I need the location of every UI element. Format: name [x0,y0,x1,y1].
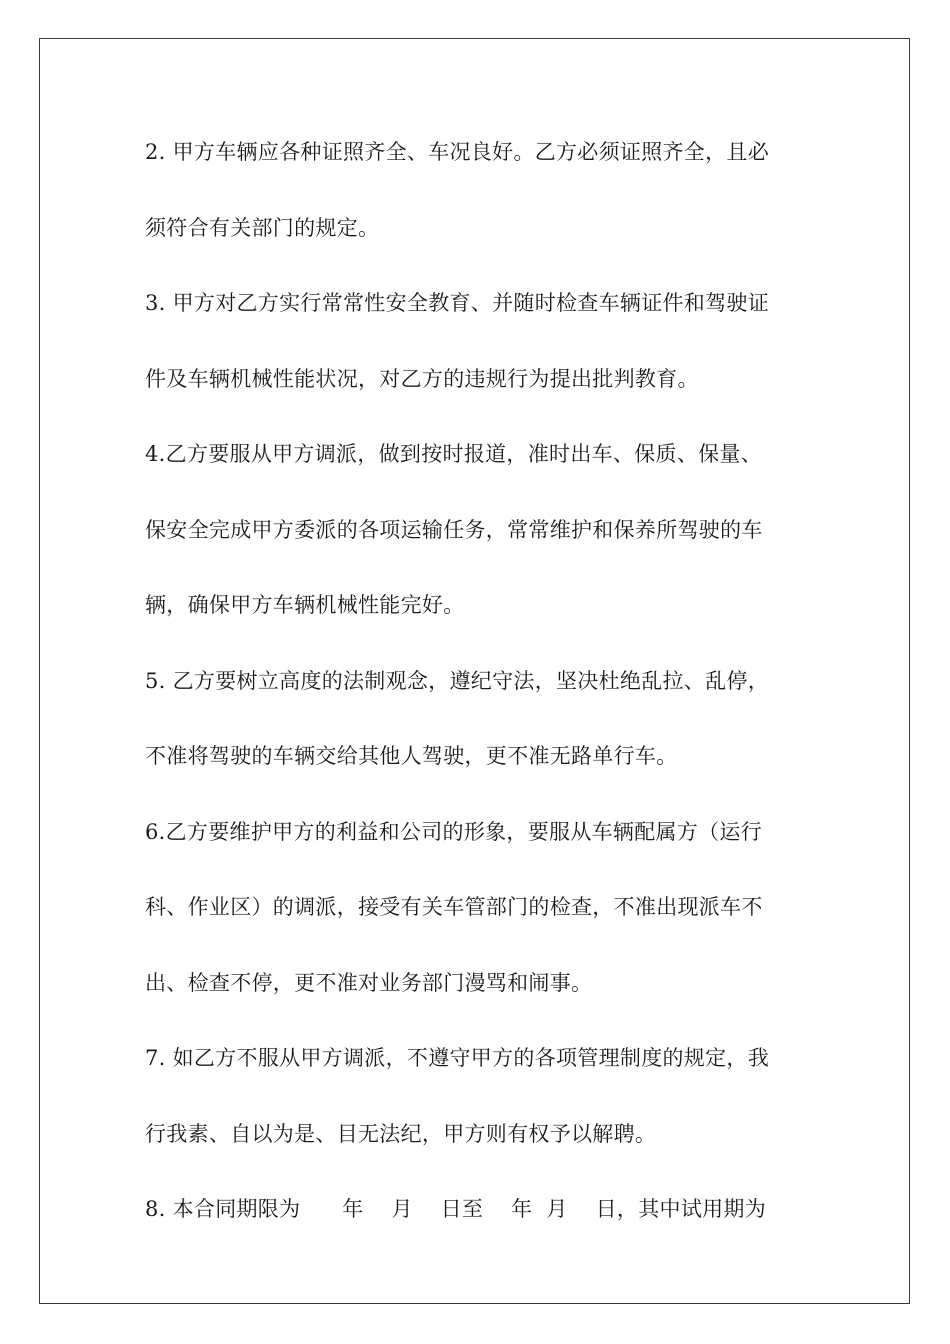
text-line: 须符合有关部门的规定。 [145,215,380,240]
text-line: 出、检查不停，更不准对业务部门漫骂和闹事。 [145,970,593,995]
text-line: 7. 如乙方不服从甲方调派，不遵守甲方的各项管理制度的规定，我 [145,1046,770,1070]
text-line: 科、作业区）的调派，接受有关车管部门的检查，不准出现派车不 [145,895,763,919]
text-line: 保安全完成甲方委派的各项运输任务，常常维护和保养所驾驶的车 [145,517,763,542]
text-line: 件及车辆机械性能状况，对乙方的违规行为提出批判教育。 [145,366,699,391]
text-line: 6.乙方要维护甲方的利益和公司的形象，要服从车辆配属方（运行 [145,819,763,844]
text-line: 5. 乙方要树立高度的法制观念，遵纪守法，坚决杜绝乱拉、乱停， [145,668,770,693]
text-line: 2. 甲方车辆应各种证照齐全、车况良好。乙方必须证照齐全，且必 [145,140,770,164]
text-line: 4.乙方要服从甲方调派，做到按时报道，准时出车、保质、保量、 [145,442,763,466]
text-line: 行我素、自以为是、目无法纪，甲方则有权予以解聘。 [145,1121,657,1146]
text-line: 不准将驾驶的车辆交给其他人驾驶，更不准无路单行车。 [145,744,678,768]
document-body [145,131,815,1264]
text-line: 3. 甲方对乙方实行常常性安全教育、并随时检查车辆证件和驾驶证 [145,291,770,315]
text-line: 8. 本合同期限为 年 月 日至 年 月 日，其中试用期为 [145,1197,767,1221]
text-line: 辆，确保甲方车辆机械性能完好。 [145,593,465,617]
